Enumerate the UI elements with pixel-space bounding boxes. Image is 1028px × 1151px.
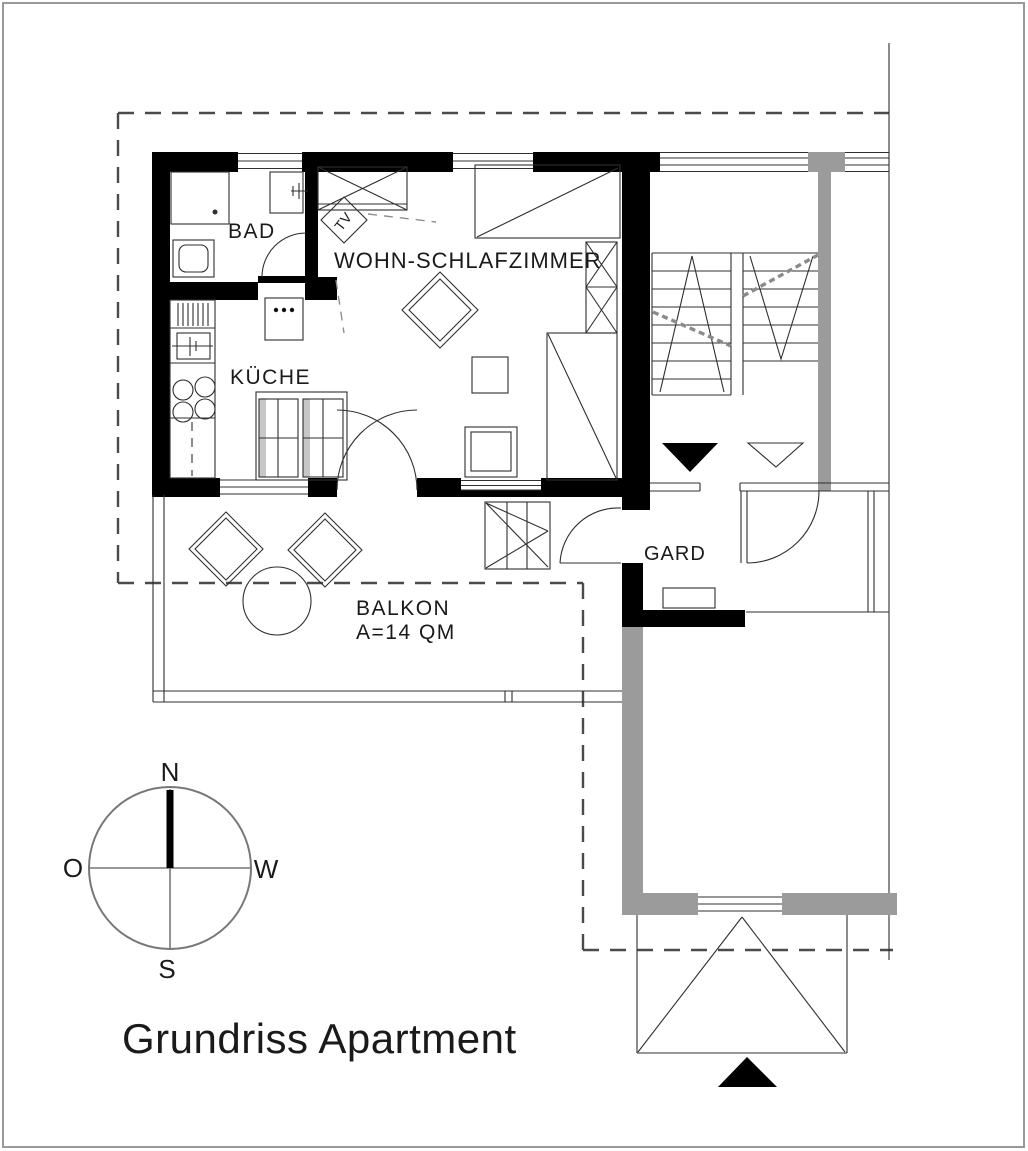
- sink: [270, 172, 303, 213]
- balcony-french-doors: [337, 410, 417, 490]
- label-wohn-schlafzimmer: WOHN-SCHLAFZIMMER: [334, 248, 602, 273]
- kitchen-radiator: [178, 303, 208, 326]
- boiler: [265, 298, 303, 340]
- compass-label-s: S: [158, 954, 176, 984]
- shower: [171, 172, 229, 224]
- living-room-furniture: [318, 165, 620, 480]
- kitchen-faucet-icon: [172, 337, 213, 356]
- stair-slope-hatch: [653, 312, 731, 346]
- label-kueche: KÜCHE: [230, 366, 312, 389]
- gard-bench: [663, 588, 715, 608]
- gray-walls: [622, 152, 897, 915]
- entry-door-arc: [560, 508, 621, 563]
- entrance-arrow-icon: [718, 1057, 777, 1087]
- doors: [258, 233, 819, 563]
- balcony-chair: [288, 513, 362, 587]
- stool: [472, 357, 508, 393]
- table-diamond: [402, 272, 478, 348]
- dining-set: [256, 392, 347, 480]
- stairhall-top-windows: [660, 153, 889, 172]
- window-kitchen-balcony: [220, 480, 308, 494]
- entrance-canopy: [637, 915, 847, 1087]
- label-gard: GARD: [644, 543, 706, 565]
- hall-door-arc: [747, 491, 819, 563]
- staircase: [650, 253, 889, 491]
- compass-label-n: N: [160, 757, 180, 787]
- balcony-chair: [189, 512, 263, 586]
- label-bad: BAD: [228, 220, 276, 243]
- stairs-arrow-outline-icon: [748, 443, 803, 467]
- stairs-arrow-filled-icon: [662, 443, 718, 472]
- armchair: [465, 427, 517, 477]
- compass-rose: [63, 757, 279, 984]
- page-title: Grundriss Apartment: [122, 1015, 517, 1062]
- label-balkon: BALKON: [356, 597, 451, 620]
- bath-door-leaf: [258, 276, 306, 283]
- label-tv: TV: [331, 209, 356, 234]
- balcony-round-table: [243, 567, 311, 635]
- compass-label-w: W: [253, 854, 279, 884]
- stove-burners: [173, 377, 215, 422]
- label-balkon-area: A=14 QM: [356, 621, 456, 644]
- compass-label-o: O: [62, 853, 84, 883]
- window-living-balcony: [461, 481, 541, 491]
